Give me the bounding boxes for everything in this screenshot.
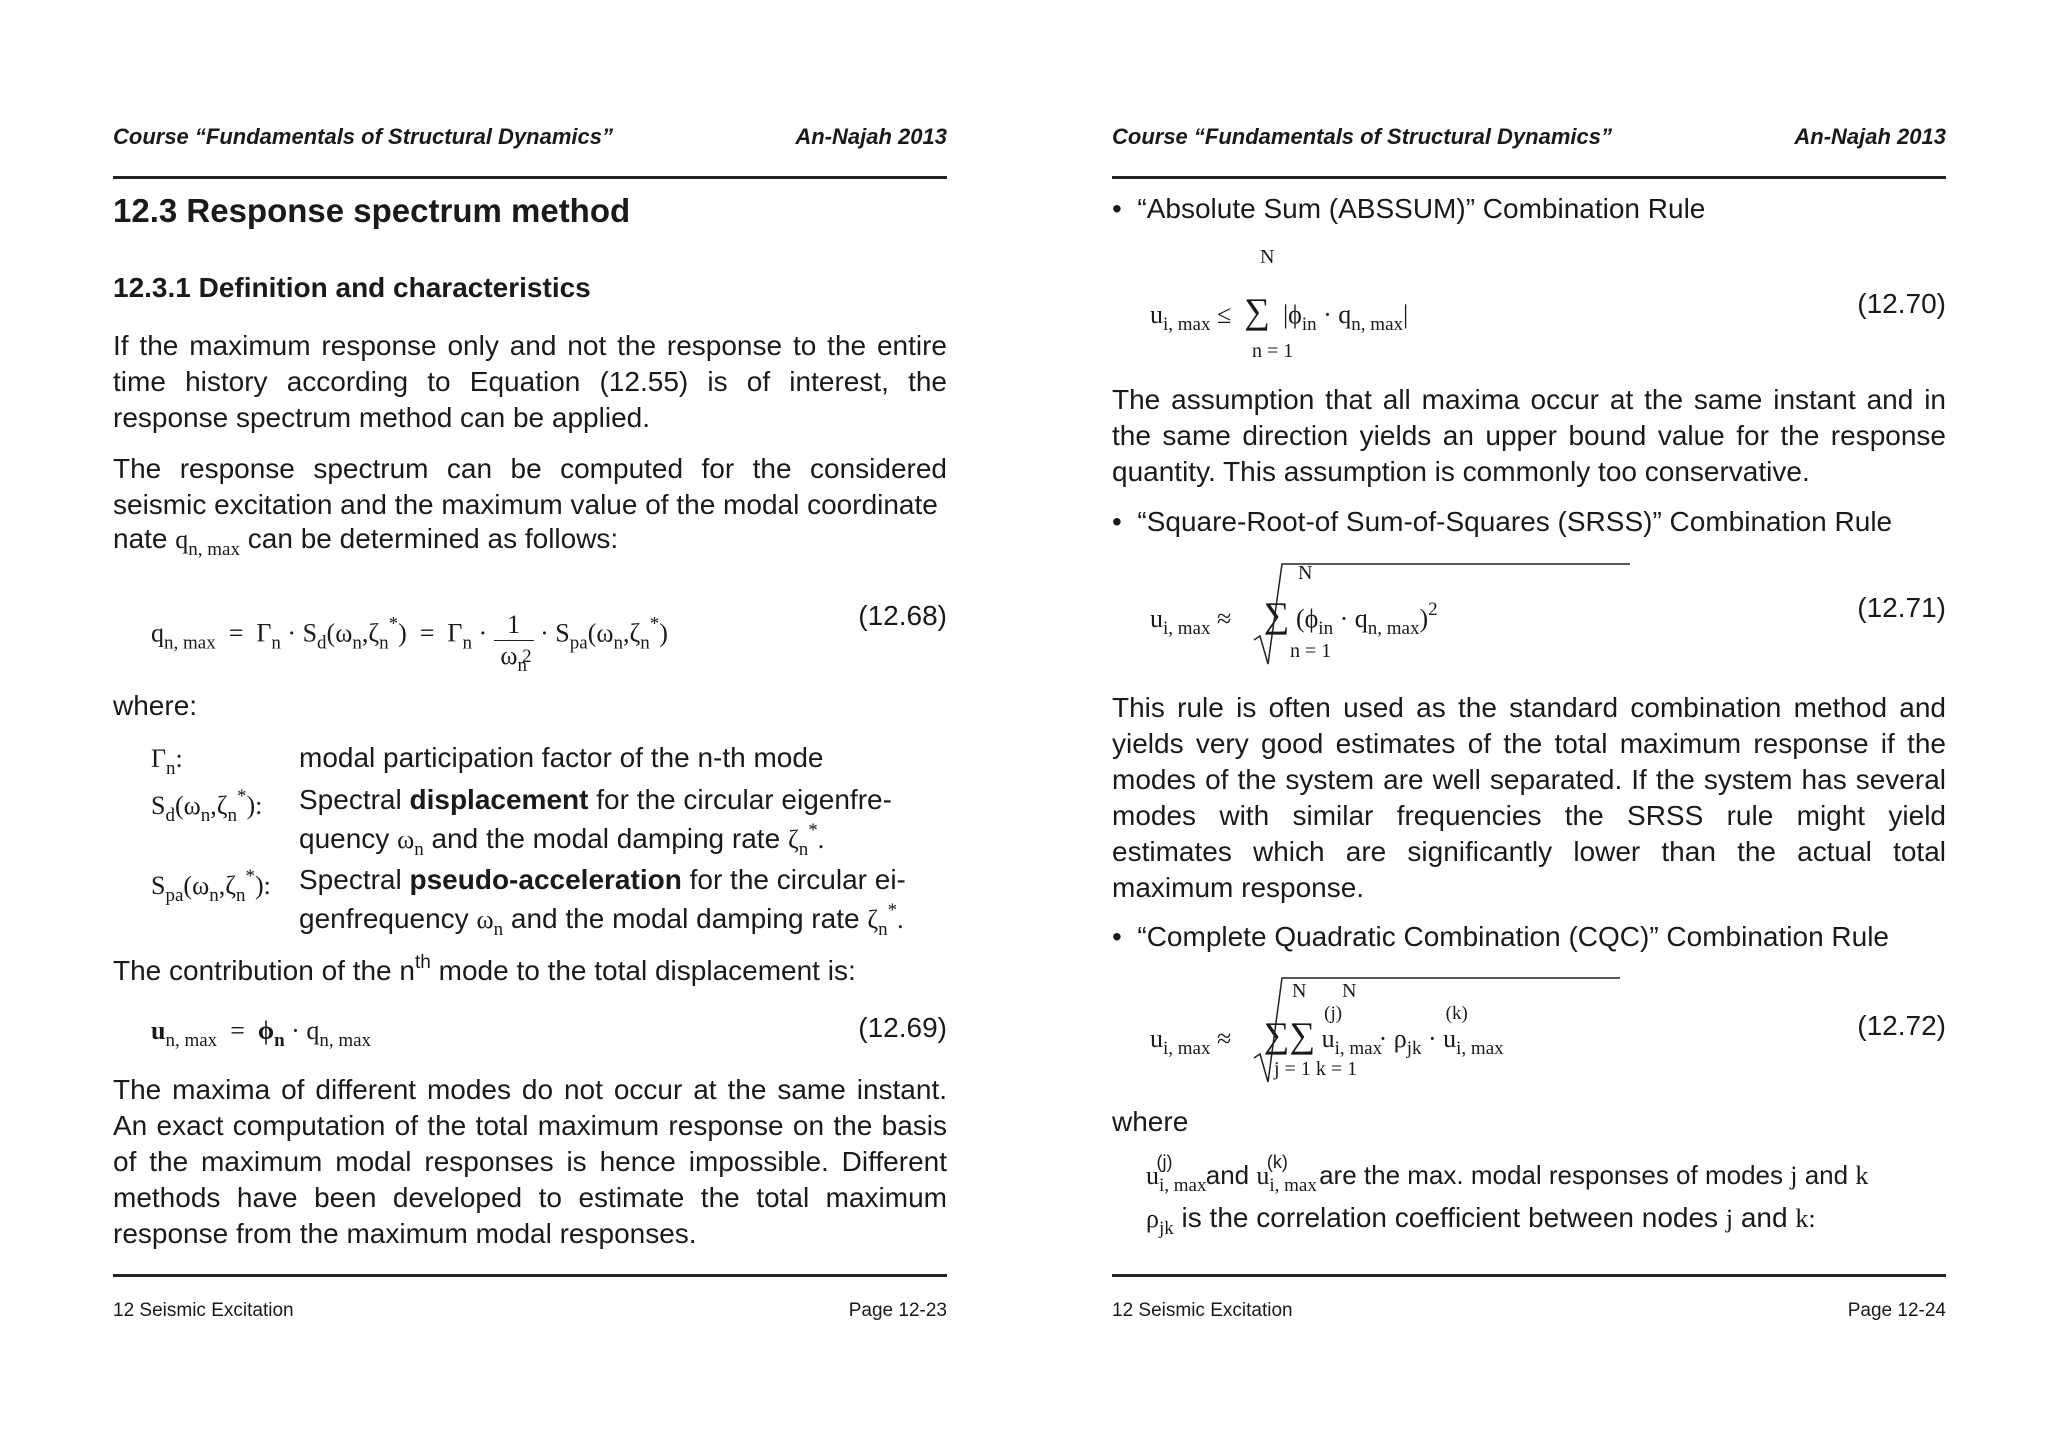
bullet-srss: • “Square-Root-of Sum-of-Squares (SRSS)” Combination Rule <box>1112 506 1893 537</box>
paragraph-spectrum-end: nate $q_{n, max}$ can be determined as follows: <box>113 523 619 560</box>
equation-12-69: $u_{n, max} = \phi_n \cdot q_{n, max}$ <box>151 1016 372 1051</box>
equation-number-12-68: (12.68) <box>858 600 947 631</box>
gamma-n-symbol: $\Gamma_n$: <box>151 744 183 779</box>
header-institution: An-Najah 2013 <box>795 124 947 149</box>
bullet-abssum: • “Absolute Sum (ABSSUM)” Combination Rule <box>1112 193 1706 224</box>
sum-upper-limit: N <box>1260 246 1275 268</box>
page-footer <box>113 1300 947 1322</box>
header-rule <box>113 176 947 179</box>
definition-spa-line1: Spectral pseudo-acceleration for the circular ei- <box>299 864 906 895</box>
header-course: Course “Fundamentals of Structural Dynamics” <box>113 124 613 149</box>
header-institution: An-Najah 2013 <box>1794 124 1946 149</box>
equation-number-12-69: (12.69) <box>858 1012 947 1043</box>
footer-rule <box>113 1274 947 1277</box>
where-label: where: <box>113 690 198 721</box>
left-page <box>113 0 947 1448</box>
cqc-upper-limit-j: N <box>1292 980 1307 1002</box>
srss-upper-limit: N <box>1298 562 1313 584</box>
footer-chapter: 12 Seismic Excitation <box>1112 1300 1293 1321</box>
paragraph-spectrum: The response spectrum can be computed for the considered seismic excitation and the maximum value of the modal coordinate <box>113 453 947 520</box>
paragraph-abssum: The assumption that all maxima occur at the same instant and in the same direction yields an upper bound value for the response quantity. This assumption is commonly too conservative. <box>1112 384 1946 487</box>
subsection-title: 12.3.1 Definition and characteristics <box>113 272 591 303</box>
equation-12-71: $u_{i, max}$ ≈ ∑ $(\phi_{in} \cdot q_{n, max})^2$ <box>1150 595 1438 639</box>
right-page <box>1112 0 1946 1448</box>
header-rule <box>1112 176 1946 179</box>
footer-page: Page 12-24 <box>1847 1300 1946 1321</box>
where-label: where <box>1112 1106 1189 1137</box>
sd-symbol: $S_d(\omega_n,\zeta_n^*)$: <box>151 786 263 826</box>
equation-number-12-71: (12.71) <box>1857 592 1946 623</box>
equation-number-12-70: (12.70) <box>1857 288 1946 319</box>
where-item-correlation: $\rho_{jk}$ is the correlation coefficient between nodes j and k: <box>1146 1202 1816 1239</box>
spa-symbol: $S_{pa}(\omega_n,\zeta_n^*)$: <box>151 866 271 906</box>
sum-lower-limit: n = 1 <box>1252 340 1294 362</box>
footer-chapter: 12 Seismic Excitation <box>113 1300 294 1321</box>
definition-sd-line2: quency $\omega_n$ and the modal damping rate $\zeta_n^*$. <box>299 820 825 860</box>
paragraph-maxima: The maxima of different modes do not occur at the same instant. An exact computation of the total maximum response on the basis of the maximum modal responses is hence impossible. Different methods have been developed to estimate the total maximum response from the maximum modal responses. <box>113 1074 947 1249</box>
equation-12-68: $q_{n, max} = \Gamma_n \cdot S_d(\omega_n,\zeta_n^*) = \Gamma_n$ · 1 $\omega_n$ 2 · $S_{pa}(\omega_n,\zeta_n^*)$ <box>151 610 668 676</box>
paragraph-srss: This rule is often used as the standard combination method and yields very good estimates of the total maximum response if the modes of the system are well separated. If the system has several modes with similar frequencies the SRSS rule might yield estimates which are significantly lower than the actual total maximum response. <box>1112 692 1946 903</box>
bullet-cqc: • “Complete Quadratic Combination (CQC)” Combination Rule <box>1112 921 1889 952</box>
footer-rule <box>1112 1274 1946 1277</box>
cqc-lower-limits: j = 1 k = 1 <box>1274 1058 1358 1080</box>
definition-sd-line1: Spectral displacement for the circular eigenfre- <box>299 784 892 815</box>
section-title: 12.3 Response spectrum method <box>113 192 631 229</box>
equation-12-70: $u_{i, max}$ ≤ ∑ $|\phi_{in} \cdot q_{n, max}|$ <box>1150 291 1409 335</box>
page-footer <box>1112 1300 1946 1322</box>
definition-gamma: modal participation factor of the n-th mode <box>299 742 824 773</box>
cqc-upper-limit-k: N <box>1342 980 1357 1002</box>
equation-number-12-72: (12.72) <box>1857 1010 1946 1041</box>
page-header <box>1112 124 1946 150</box>
paragraph-intro: If the maximum response only and not the response to the entire time history according to Equation (12.55) is of interest, the response spectrum method can be applied. <box>113 330 947 433</box>
page-header <box>113 124 947 150</box>
definition-spa-line2: genfrequency $\omega_n$ and the modal damping rate $\zeta_n^*$. <box>299 900 904 940</box>
srss-lower-limit: n = 1 <box>1290 640 1332 662</box>
where-item-modal-responses: $u_{i, max}^{(j)}$ and $u_{i, max}^{(k)}$ are the max. modal responses of modes j and k <box>1146 1152 1869 1196</box>
footer-page: Page 12-23 <box>848 1300 947 1321</box>
contribution-sentence: The contribution of the $n^{th}$ mode to the total displacement is: <box>113 952 856 986</box>
header-course: Course “Fundamentals of Structural Dynamics” <box>1112 124 1612 149</box>
equation-12-72: $u_{i, max}$ ≈ ∑∑ $u_{i, max}^{(j)} \cdot \rho_{jk} \cdot u_{i, max}^{(k)}$ <box>1150 1003 1504 1059</box>
qn-max-symbol: $q_{n, max}$ <box>175 525 240 560</box>
